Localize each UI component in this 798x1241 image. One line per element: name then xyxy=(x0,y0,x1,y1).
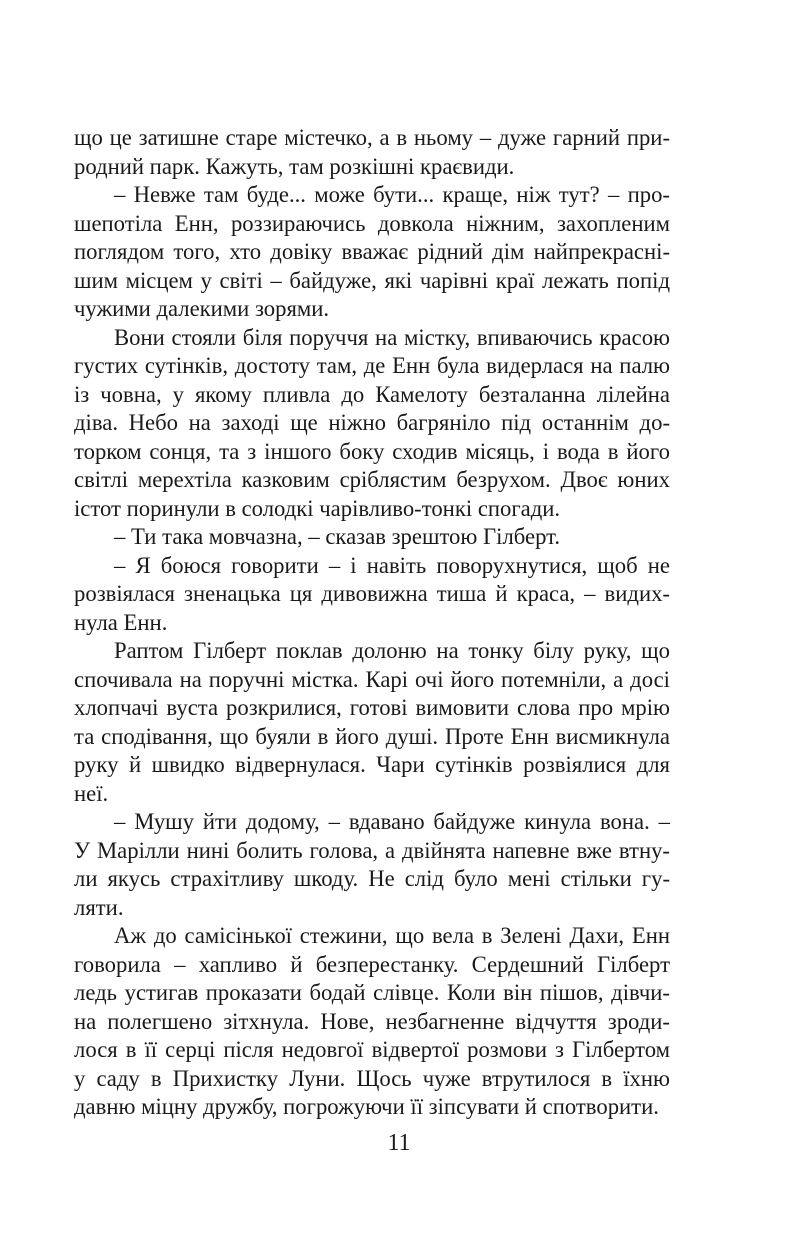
paragraph xyxy=(74,922,670,1122)
text-line: діва. Небо на заході ще ніжно багряніло під останнім до- xyxy=(74,410,670,435)
text-line: ляти. xyxy=(74,894,124,920)
paragraph xyxy=(74,124,670,181)
paragraph xyxy=(74,324,670,524)
text-line: шепотіла Енн, роззираючись довкола ніжним, захопленим xyxy=(74,210,670,236)
text-line: ли якусь страхітливу шкоду. Не слід було мені стільки гу- xyxy=(74,866,670,891)
paragraph xyxy=(74,181,670,324)
text-line: та сподівання, що буяли в його душі. Проте Енн висмикнула xyxy=(74,723,670,749)
paragraph xyxy=(74,552,670,638)
text-line: густих сутінків, достоту там, де Енн була видерлася на палю xyxy=(74,353,670,378)
text-line: – Мушу йти додому, – вдавано байдуже кинула вона. – xyxy=(114,809,670,834)
text-line: розвіялася зненацька ця дивовижна тиша й краса, – видих- xyxy=(74,581,670,606)
text-line: із човна, у якому пливла до Камелоту безталанна лілейна xyxy=(74,381,670,407)
text-line: шим місцем у світі – байдуже, які чарівні краї лежать попід xyxy=(74,267,670,293)
paragraph xyxy=(74,523,670,552)
text-line: руку й швидко відвернулася. Чари сутінків розвіялися для xyxy=(74,752,670,777)
text-line: у саду в Прихистку Луни. Щось чуже втрутилося в їхню xyxy=(74,1065,670,1091)
text-line: світлі мерехтіла казковим сріблястим безрухом. Двоє юних xyxy=(74,467,670,492)
paragraph xyxy=(74,808,670,922)
text-line: чужими далекими зорями. xyxy=(74,296,330,321)
text-line: нула Енн. xyxy=(74,609,168,635)
page-body xyxy=(74,124,670,1122)
paragraph xyxy=(74,637,670,808)
text-line: говорила – хапливо й безперестанку. Сердешний Гілберт xyxy=(74,951,670,977)
text-line: на полегшено зітхнула. Нове, незбагненне відчуття зроди- xyxy=(74,1008,670,1034)
text-line: – Ти така мовчазна, – сказав зрештою Гілберт. xyxy=(114,524,561,549)
text-line: У Марілли нині болить голова, а двійнята напевне вже втну- xyxy=(74,837,670,863)
text-line: неї. xyxy=(74,780,109,806)
text-line: Раптом Гілберт поклав долоню на тонку білу руку, що xyxy=(114,638,670,663)
text-line: що це затишне старе містечко, а в ньому – дуже гарний при- xyxy=(74,125,670,150)
text-line: ледь устигав проказати бодай слівце. Коли він пішов, дівчи- xyxy=(74,980,670,1005)
text-line: давню міцну дружбу, погрожуючи її зіпсувати й спотворити. xyxy=(74,1094,659,1119)
text-line: спочивала на поручні містка. Карі очі його потемніли, а досі xyxy=(74,666,670,692)
text-line: – Невже там буде... може бути... краще, ніж тут? – про- xyxy=(114,182,670,207)
text-line: істот поринули в солодкі чарівливо-тонкі спогади. xyxy=(74,495,561,521)
text-line: торком сонця, та з іншого боку сходив місяць, і вода в його xyxy=(74,438,670,464)
text-line: Вони стояли біля поруччя на містку, впиваючись красою xyxy=(114,324,670,350)
text-line: лося в її серці після недовгої відвертої розмови з Гілбертом xyxy=(74,1037,670,1062)
text-line: поглядом того, хто довіку вважає рідний дім найпрекрасні- xyxy=(74,239,670,264)
text-line: Аж до самісінької стежини, що вела в Зелені Дахи, Енн xyxy=(114,923,670,948)
text-line: родний парк. Кажуть, там розкішні краєвиди. xyxy=(74,153,515,179)
text-line: – Я боюся говорити – і навіть поворухнутися, щоб не xyxy=(114,552,670,578)
text-line: хлопчачі вуста розкрилися, готові вимовити слова про мрію xyxy=(74,695,670,720)
page-number: 11 xyxy=(387,1130,411,1156)
